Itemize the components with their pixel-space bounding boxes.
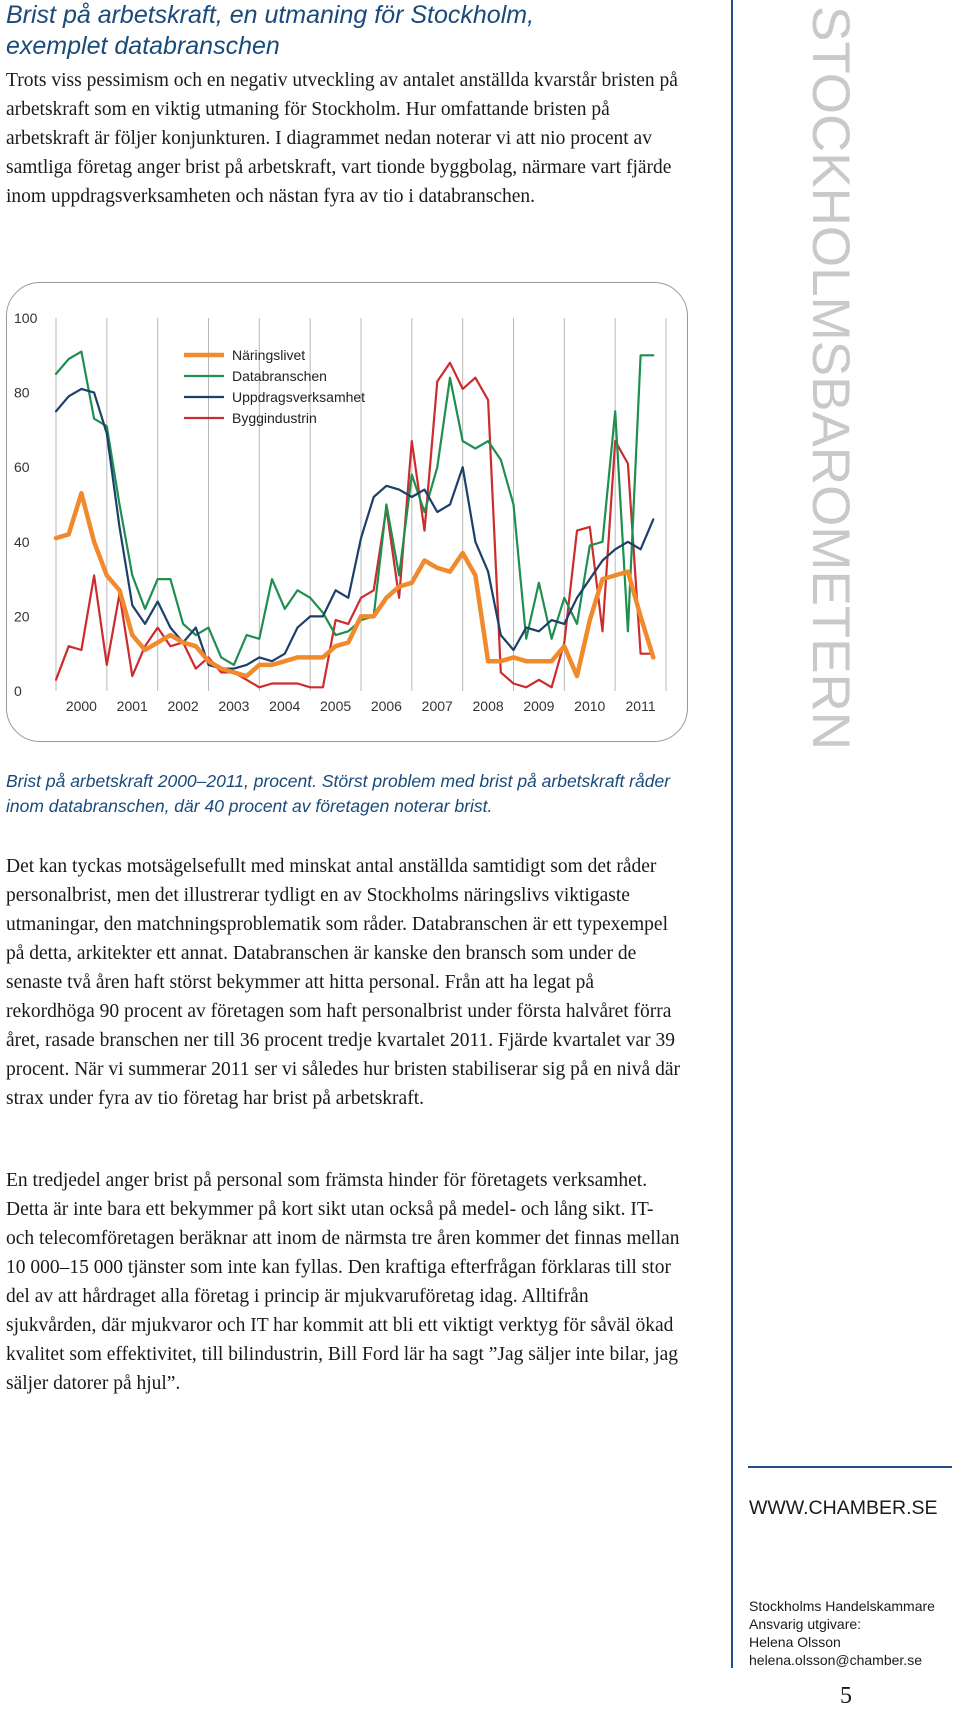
x-tick-label: 2000 bbox=[65, 698, 97, 714]
website-link[interactable]: WWW.CHAMBER.SE bbox=[749, 1497, 938, 1519]
heading-line-2: exemplet databranschen bbox=[6, 32, 280, 60]
legend-label: Uppdragsverksamhet bbox=[232, 389, 366, 405]
y-tick-label: 60 bbox=[14, 459, 30, 476]
x-tick-label: 2003 bbox=[218, 698, 250, 714]
y-tick-label: 80 bbox=[14, 384, 30, 401]
heading-line-1: Brist på arbetskraft, en utmaning för Stockholm, bbox=[6, 1, 535, 29]
body-paragraph-3: En tredjedel anger brist på personal som främsta hinder för företagets verksamhet. Detta är inte bara ett bekymmer på kort sikt utan också på medel- och lång sikt. IT- och telecomföretagen beräknar att inom de närmsta tre åren kommer det finnas mellan 10 000–15 000 tjänster som inte kan fyllas. Den kraftiga efterfrågan förklaras till stor del av att hårdraget alla företag i princip är mjukvaruföretag idag. Alltifrån sjukvården, där mjukvaror och IT har kommit att bli ett viktigt verktyg för såväl ökad kvalitet som effektivitet, till bilindustrin, Bill Ford lär ha sagt ”Jag säljer inte bilar, jag säljer datorer på hjul”. bbox=[6, 1170, 680, 1394]
y-tick-label: 20 bbox=[14, 608, 30, 625]
publication-title: STOCKHOLMSBAROMETERN bbox=[801, 6, 860, 751]
x-tick-label: 2001 bbox=[116, 698, 148, 714]
chart-caption: Brist på arbetskraft 2000–2011, procent. Störst problem med brist på arbetskraft råder inom databranschen, där 40 procent av företagen noterar brist. bbox=[6, 771, 671, 816]
body-paragraph-2: Det kan tyckas motsägelsefullt med minskat antal anställda samtidigt som det råder personalbrist, men det illustrerar tydligt en av Stockholms näringslivs viktigaste utmaningar, den matchningsproblematik som råder. Databranschen är ett typexempel på detta, arkitekter ett annat. Databranschen är kanske den bransch som under de senaste två åren haft störst bekymmer att hitta personal. Från att ha legat på rekordhöga 90 procent av företagen som haft personalbrist under första halvåret förra året, rasade branschen ner till 36 procent tredje kvartalet 2011. Fjärde kvartalet var 39 procent. När vi summerar 2011 ser vi således hur bristen stabiliserar sig på en nivå där strax under fyra av tio företag har brist på arbetskraft. bbox=[6, 856, 680, 1109]
page-number: 5 bbox=[840, 1683, 852, 1709]
column-divider bbox=[731, 0, 733, 1668]
y-tick-label: 0 bbox=[14, 683, 22, 699]
y-tick-label: 100 bbox=[14, 310, 38, 326]
series-line-4 bbox=[56, 363, 653, 688]
shortage-line-chart bbox=[0, 282, 700, 752]
x-tick-label: 2008 bbox=[472, 698, 504, 714]
publisher-info bbox=[749, 1597, 959, 1669]
legend-label: Byggindustrin bbox=[232, 410, 317, 426]
x-tick-label: 2010 bbox=[574, 698, 606, 714]
series-line-1 bbox=[56, 493, 653, 676]
publisher-org: Stockholms Handelskammare bbox=[749, 1598, 935, 1614]
x-tick-label: 2002 bbox=[167, 698, 199, 714]
x-tick-label: 2005 bbox=[320, 698, 352, 714]
publisher-name: Helena Olsson bbox=[749, 1634, 841, 1650]
y-tick-label: 40 bbox=[14, 533, 30, 550]
legend-label: Näringslivet bbox=[232, 347, 306, 363]
x-tick-label: 2007 bbox=[421, 698, 453, 714]
x-tick-label: 2009 bbox=[523, 698, 555, 714]
x-tick-label: 2004 bbox=[269, 698, 301, 714]
legend-label: Databranschen bbox=[232, 368, 327, 384]
article-heading bbox=[6, 0, 706, 62]
publisher-role: Ansvarig utgivare: bbox=[749, 1616, 862, 1632]
x-tick-label: 2006 bbox=[370, 698, 402, 714]
sidebar-rule bbox=[748, 1466, 952, 1468]
x-tick-label: 2011 bbox=[625, 698, 656, 714]
intro-paragraph: Trots viss pessimism och en negativ utveckling av antalet anställda kvarstår bristen på arbetskraft som en viktig utmaning för Stockholm. Hur omfattande bristen på arbetskraft är följer konjunkturen. I diagrammet nedan noterar vi att nio procent av samtliga företag anger brist på arbetskraft, vart tionde byggbolag, närmare vart fjärde inom uppdragsverksamheten och nästan fyra av tio i databranschen. bbox=[6, 70, 678, 207]
publisher-email[interactable]: helena.olsson@chamber.se bbox=[749, 1652, 922, 1668]
